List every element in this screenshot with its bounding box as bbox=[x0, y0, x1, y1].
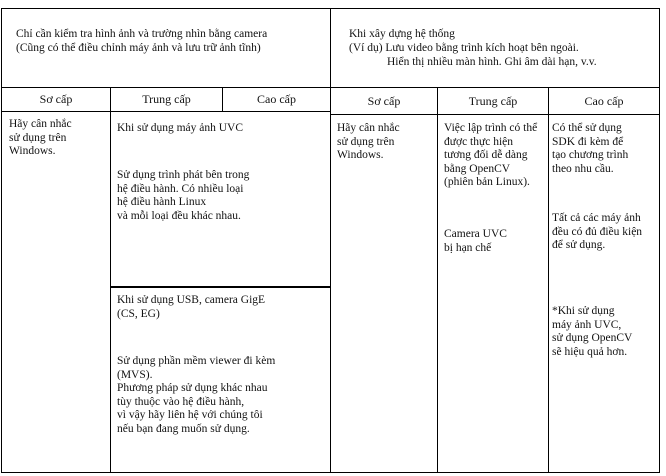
right-beginner-text: Hãy cân nhắc sử dụng trên Windows. bbox=[337, 122, 400, 161]
left-beginner-text: Hãy cân nhắc sử dụng trên Windows. bbox=[9, 118, 72, 157]
right-advanced-text2: Tất cả các máy ảnh đều có đủ điều kiện để sử dụng. bbox=[552, 212, 643, 251]
uvc-title: Khi sử dụng máy ảnh UVC bbox=[117, 122, 244, 134]
right-level-intermediate: Trung cấp bbox=[468, 94, 518, 108]
left-header-line1: Chỉ cần kiểm tra hình ảnh và trường nhìn bằng camera bbox=[16, 28, 268, 40]
usb-title: Khi sử dụng USB, camera GigE (CS, EG) bbox=[117, 294, 266, 320]
right-advanced-text1: Có thể sử dụng SDK đi kèm để tạo chương trình theo nhu cầu. bbox=[552, 122, 629, 175]
usb-text: Sử dụng phần mềm viewer đi kèm (MVS). Phương pháp sử dụng khác nhau tùy thuộc vào hệ điều hành, vì vậy hãy liên hệ với chúng tôi nếu bạn đang muốn sử dụng. bbox=[117, 355, 276, 435]
right-level-beginner: Sơ cấp bbox=[367, 94, 401, 108]
right-header-line1: Khi xây dựng hệ thống bbox=[349, 28, 455, 40]
left-level-advanced: Cao cấp bbox=[257, 92, 296, 106]
left-header-line2: (Cũng có thể điều chỉnh máy ảnh và lưu trữ ảnh tĩnh) bbox=[16, 42, 261, 54]
left-level-beginner: Sơ cấp bbox=[39, 92, 73, 106]
right-advanced-text3: *Khi sử dụng máy ảnh UVC, sử dụng OpenCV sẽ hiệu quả hơn. bbox=[552, 305, 633, 358]
uvc-text: Sử dụng trình phát bên trong hệ điều hành. Có nhiều loại hệ điều hành Linux và mỗi loại đều khác nhau. bbox=[117, 169, 250, 222]
right-header-line3: Hiển thị nhiều màn hình. Ghi âm dài hạn, v.v. bbox=[387, 56, 597, 68]
right-intermediate-text2: Camera UVC bị hạn chế bbox=[444, 228, 507, 254]
left-level-intermediate: Trung cấp bbox=[142, 92, 191, 106]
right-intermediate-text1: Việc lập trình có thể được thực hiện tương đối dễ dàng bằng OpenCV (phiên bản Linux). bbox=[444, 122, 538, 188]
right-header-line2: (Ví dụ) Lưu video bằng trình kích hoạt bên ngoài. bbox=[349, 42, 579, 54]
right-level-advanced: Cao cấp bbox=[584, 94, 624, 108]
